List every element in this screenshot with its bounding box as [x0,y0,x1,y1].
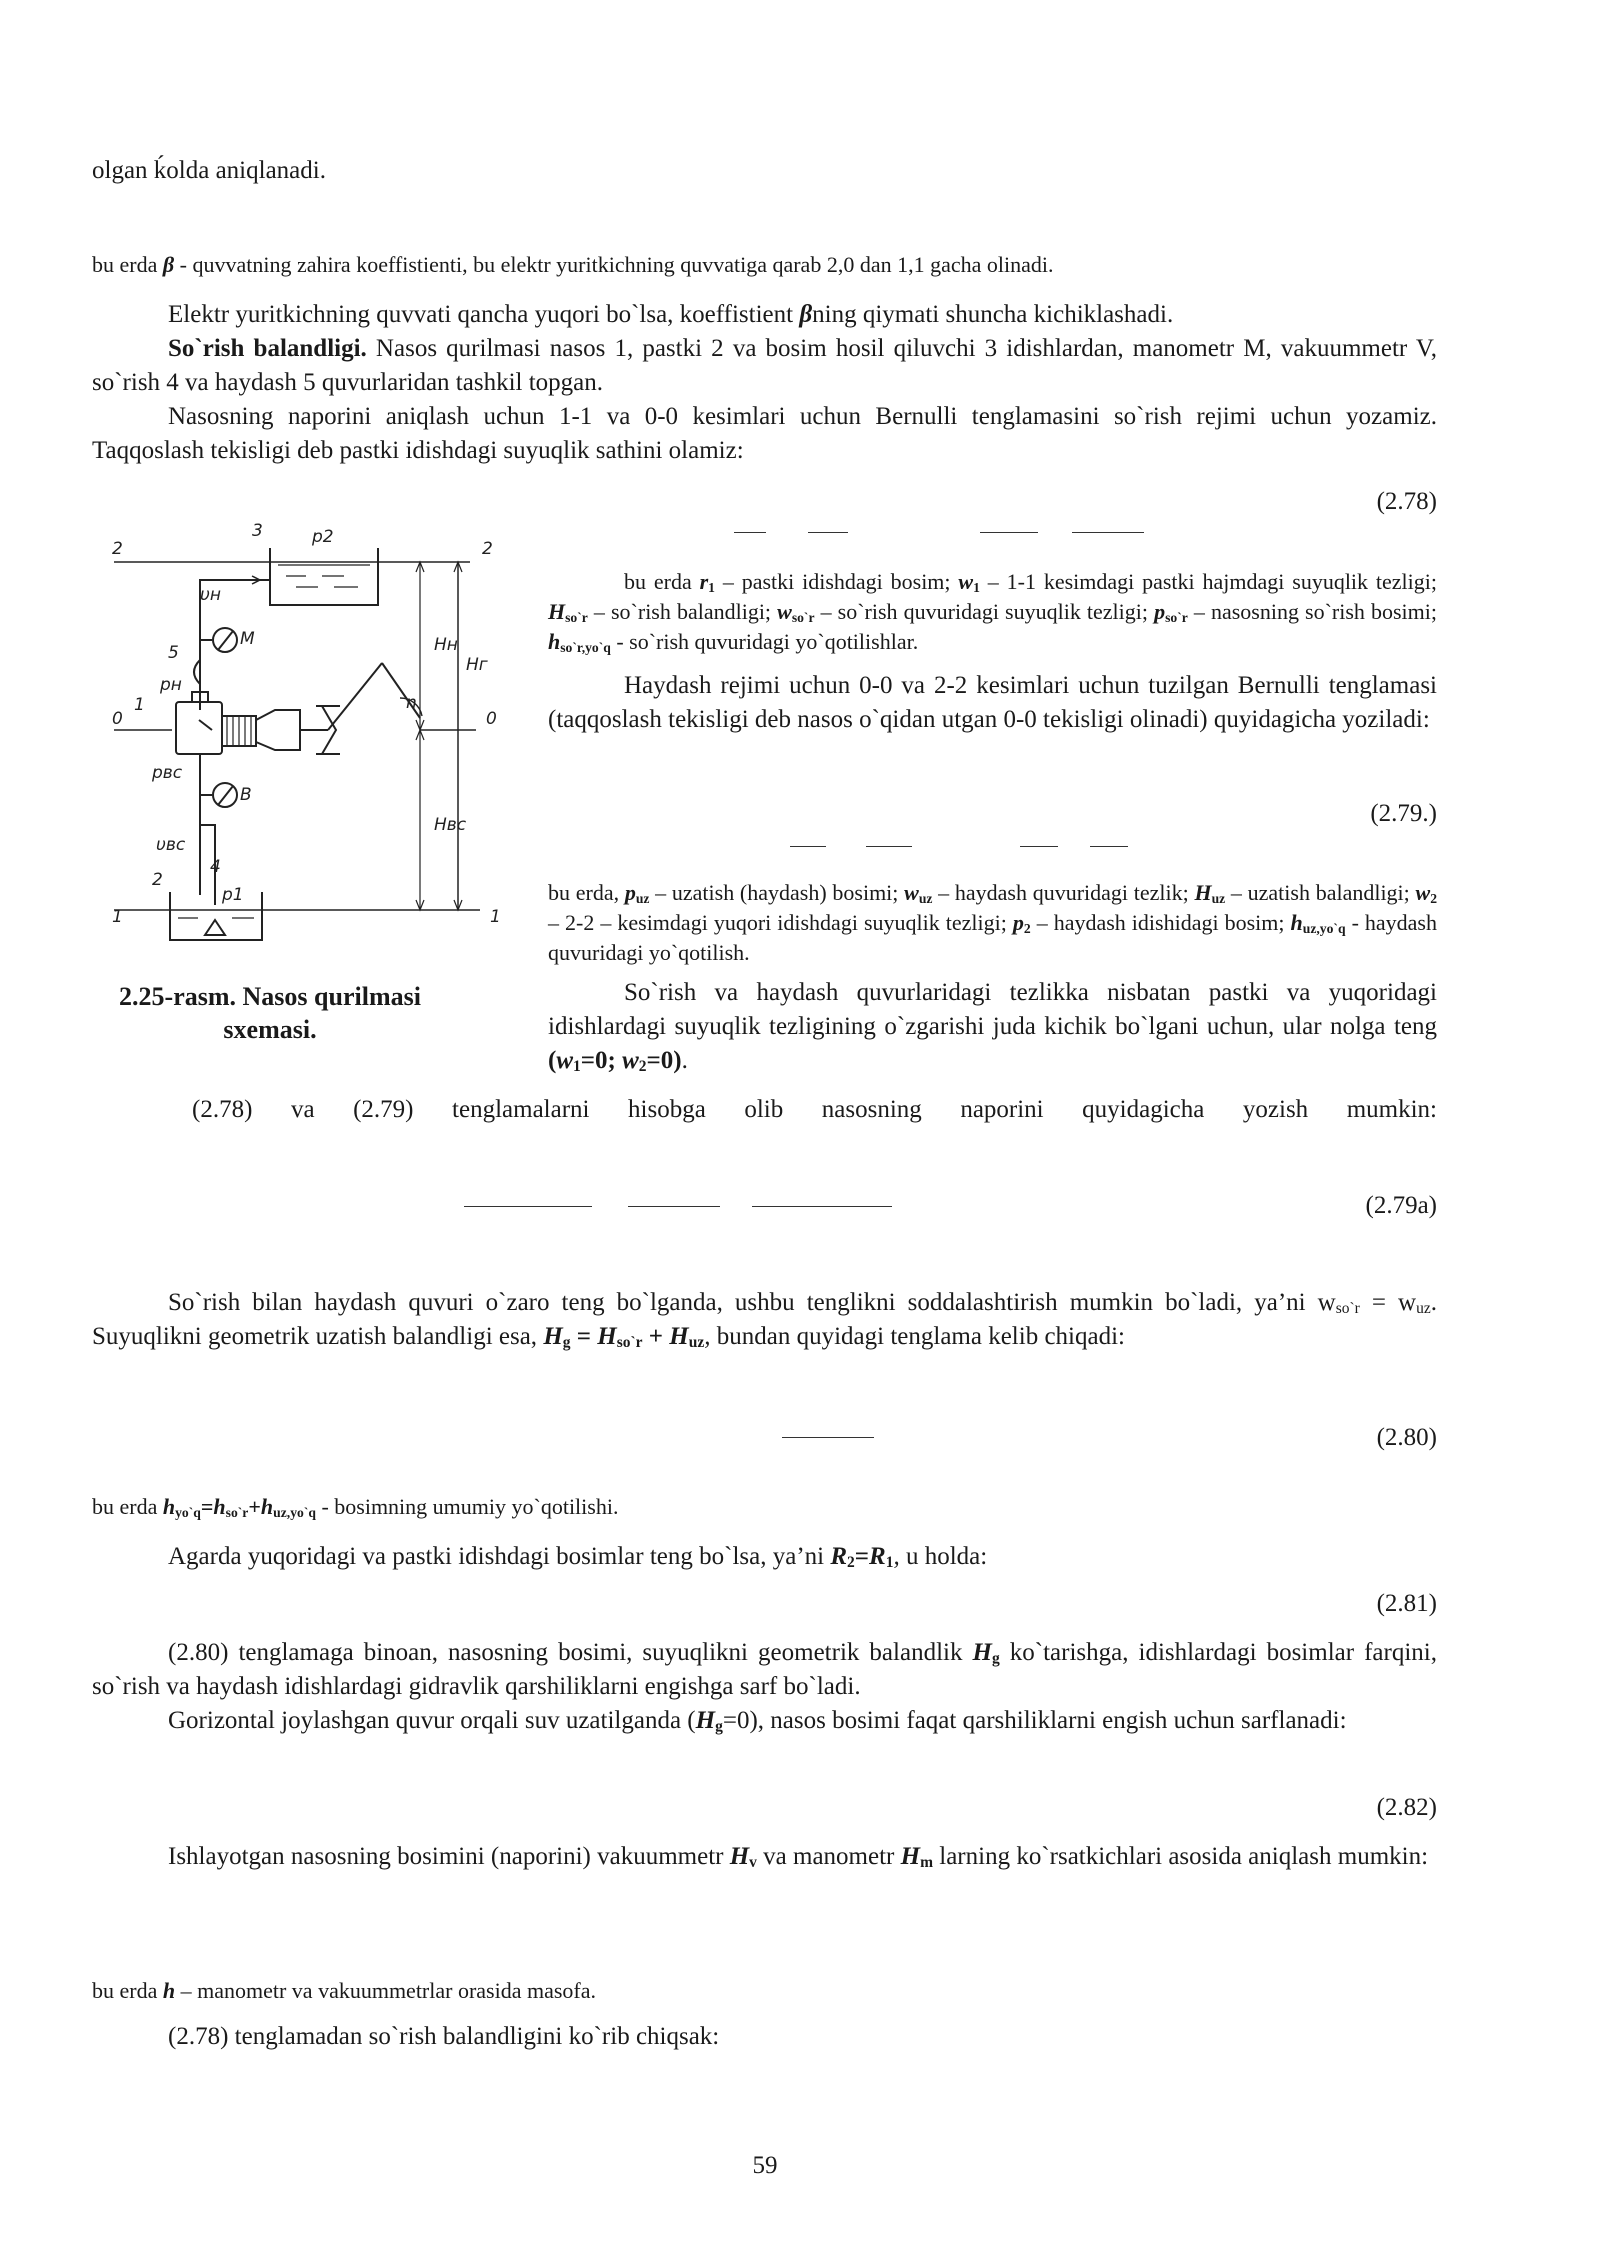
label-0-right: 0 [486,709,497,729]
formula-bar [734,532,766,533]
right-column-2 [548,878,1437,1078]
label-1-left: 1 [112,907,123,927]
label-B: B [240,785,252,805]
label-0-left: 0 [112,709,123,729]
definition-discharge: bu erda, $p_{uz}$ – uzatish (haydash) bosimi; $w_{uz}$ – haydash quvuridagi tezlik; $H_{uz}$ – uzatish balandligi; $w_2 - 2-2$ – kesimdagi yuqori idishdagi suyuqlik tezligi; $p_2$ – haydash idishidagi bosim; $h_{uz,yo`q}$ - haydash quvuridagi yo`qotilish. [548,880,1438,965]
text-block-1 [92,298,1437,468]
label-vvs: υвс [156,835,186,855]
formula-bar [1072,532,1144,533]
label-M: M [240,629,255,649]
label-Hvs: Hвс [434,815,467,835]
label-4: 4 [210,857,221,877]
label-Hn: Hн [434,635,458,655]
paragraph-equal-pipes: So`rish bilan haydash quvuri o`zaro teng bo`lganda, ushbu tenglikni soddalashtirish mumkin bo`ladi, ya’ni $w_{so`r} = w_{uz}$. Suyuqlikni geometrik uzatish balandligi esa, $H_g = H_{so`r} + H_{uz}$, bundan quyidagi tenglama kelib chiqadi: [92,1289,1437,1351]
label-2-bottom: 2 [152,870,163,890]
intro-line: olgan ḱolda aniqlanadi. [92,157,326,184]
paragraph-horizontal: Gorizontal joylashgan quvur orqali suv uzatilganda $(H_g=0)$, nasos bosimi faqat qarshiliklarni engish uchun sarflanadi: [168,1707,1347,1735]
equation-number-2-80: (2.80) [1376,1424,1437,1451]
paragraph-equal-pressures: Agarda yuqoridagi va pastki idishdagi bosimlar teng bo`lsa, ya’ni $R_2=R_1$, u holda: [168,1543,988,1571]
section-heading: So`rish balandligi. [168,335,367,362]
paragraph-bernoulli: Nasosning naporini aniqlash uchun 1-1 va 0-0 kesimlari uchun Bernulli tenglamasini so`rish rejimi uchun yozamiz. Taqqoslash tekisligi deb pastki idishdagi suyuqlik sathini olamiz: [92,403,1437,464]
formula-bar [752,1206,892,1207]
formula-bar [790,846,826,847]
equation-number-2-81: (2.81) [1376,1590,1437,1617]
label-3: 3 [252,521,263,541]
label-1: 1 [134,695,145,715]
label-p1: p1 [222,885,244,905]
equation-number-2-78: (2.78) [1376,488,1437,515]
formula-bar [782,1437,874,1438]
definition-distance: bu erda h – manometr va vakuummetrlar orasida masofa. [92,1978,597,2003]
beta-note: bu erda β - quvvatning zahira koeffistienti, bu elektr yuritkichning quvvatiga qarab 2,0 dan 1,1 gacha olinadi. [92,252,1054,277]
label-2-right: 2 [482,539,493,559]
label-vn: υн [200,585,221,605]
formula-bar [464,1206,592,1207]
formula-bar [866,846,912,847]
pump-scheme-figure [100,510,520,970]
right-column-1 [548,567,1437,737]
paragraph-velocity: So`rish va haydash quvurlaridagi tezlikka nisbatan pastki va yuqoridagi idishlardagi suyuqlik tezligining o`zgarishi juda kichik bo`lgani uchun, ular nolga teng ($w_1=0$; $w_2=0$). [548,979,1437,1075]
paragraph-power: Elektr yuritkichning quvvati qancha yuqori bo`lsa, koeffistient βning qiymati shuncha kichiklashadi. [168,301,1174,328]
equation-number-2-79a: (2.79a) [1365,1192,1437,1219]
page-number: 59 [752,2152,778,2179]
paragraph-suction-height: (2.78) tenglamadan so`rish balandligini ko`rib chiqsak: [168,2023,720,2050]
label-p2: p2 [312,527,334,547]
text-block-2 [92,1636,1437,1738]
paragraph-suction: So`rish balandligi. Nasos qurilmasi nasos 1, pastki 2 va bosim hosil qiluvchi 3 idishlardan, manometr M, vakuummetr V, so`rish 4 va haydash 5 quvurlaridan tashkil topgan. [92,335,1437,396]
equation-number-2-82: (2.82) [1376,1794,1437,1821]
definition-total-losses: bu erda $h_{yo`q}=h_{so`r}+h_{uz,yo`q}$ - bosimning umumiy yo`qotilishi. [92,1494,619,1520]
formula-bar [1090,846,1128,847]
label-2-left: 2 [112,539,123,559]
paragraph-head-intro: (2.78) va (2.79) tenglamalarni hisobga olib nasosning naporini quyidagicha yozish mumkin: [192,1096,1437,1123]
label-pvs: pвс [152,763,183,783]
label-pn: pн [160,675,182,695]
formula-bar [1020,846,1058,847]
paragraph-2-80: (2.80) tenglamaga binoan, nasosning bosimi, suyuqlikni geometrik balandlik $H_g$ ko`tarishga, idishlardagi bosimlar farqini, so`rish va haydash idishlardagi gidravlik qarshiliklarni engishga sarf bo`ladi. [92,1639,1437,1700]
label-1-right: 1 [490,907,501,927]
paragraph-discharge: Haydash rejimi uchun 0-0 va 2-2 kesimlari uchun tuzilgan Bernulli tenglamasi (taqqoslash tekisligi deb nasos o`qidan utgan 0-0 tekisligi olinadi) quyidagicha yoziladi: [548,672,1437,733]
formula-bar [808,532,848,533]
label-5: 5 [168,643,179,663]
paragraph-working-pump: Ishlayotgan nasosning bosimini (naporini) vakuummetr $H_v$ va manometr $H_m$ larning ko`rsatkichlari asosida aniqlash mumkin: [168,1843,1429,1871]
label-Hr: Hг [466,655,488,675]
formula-bar [980,532,1038,533]
definition-suction: bu erda $r_1$ – pastki idishdagi bosim; $w_1 - 1-1$ kesimdagi pastki hajmdagi suyuqlik tezligi; $H_{so`r}$ – so`rish balandligi; $w_{so`r}$ – so`rish quvuridagi suyuqlik tezligi; $p_{so`r}$ – nasosning so`rish bosimi; $h_{so`r,yo`q}$ - so`rish quvuridagi yo`qotilishlar. [548,569,1437,655]
label-n: n [406,693,417,713]
formula-bar [628,1206,720,1207]
equation-number-2-79: (2.79.) [1370,800,1437,827]
figure-caption: 2.25-rasm. Nasos qurilmasi sxemasi. [119,982,421,1044]
